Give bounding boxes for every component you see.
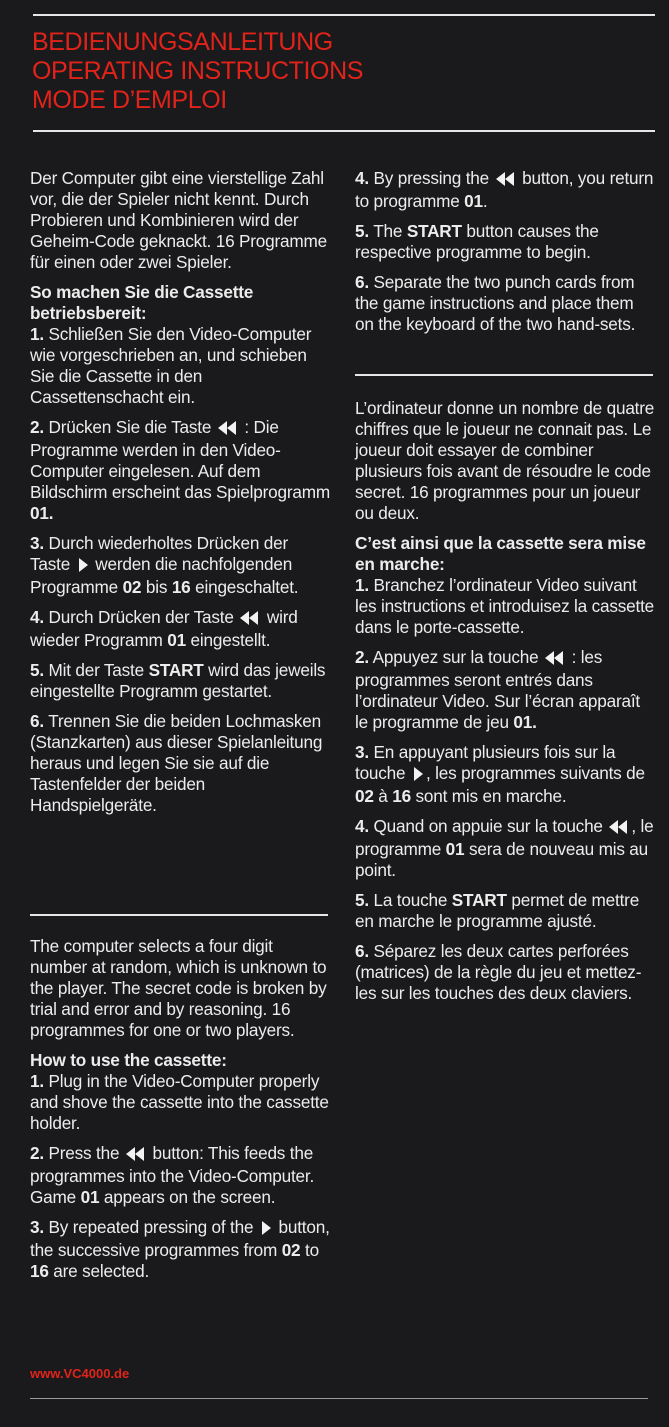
forward-arrow-icon (77, 556, 89, 577)
top-rule (33, 14, 655, 16)
document-title (32, 28, 363, 115)
source-url: www.VC4000.de (30, 1366, 130, 1381)
german-english-rule (30, 914, 328, 916)
english-step-6: 6. Separate the two punch cards from the game instructions and place them on the keyboard of the two hand-sets. (355, 272, 636, 334)
rewind-double-arrow-icon (218, 419, 238, 440)
title-rule (33, 130, 655, 132)
french-step-3: 3. En appuyant plusieurs fois sur la touche , les programmes suivants de 02 à 16 sont mis en marche. (355, 742, 645, 806)
german-step-4: 4. Durch Drücken der Taste wird wieder Programm 01 eingestellt. (30, 607, 298, 650)
english-step-2: 2. Press the button: This feeds the programmes into the Video-Computer. Game 01 appears on the screen. (30, 1143, 315, 1207)
french-instructions (355, 398, 657, 1013)
english-instructions-continued (355, 168, 655, 344)
french-step-1: 1. Branchez l’ordinateur Video suivant les instructions et introduisez la cassette dans le porte-cassette. (355, 575, 655, 637)
german-step-5: 5. Mit der Taste START wird das jeweils eingestellte Programm gestartet. (30, 660, 326, 701)
german-intro: Der Computer gibt eine vierstellige Zahl vor, die der Spieler nicht kennt. Durch Probieren und Kombinieren wird der Geheim-Code geknackt. 16 Programme für einen oder zwei Spieler. (30, 168, 327, 272)
french-step-5: 5. La touche START permet de mettre en marche le programme ajusté. (355, 890, 640, 931)
german-step-1: 1. Schließen Sie den Video-Computer wie vorgeschrieben an, und schieben Sie die Cassette in den Cassettenschacht ein. (30, 324, 312, 407)
english-intro: The computer selects a four digit number at random, which is unknown to the player. The secret code is broken by trial and error and by reasoning. 16 programmes for one or two players. (30, 936, 327, 1040)
forward-arrow-icon (260, 1219, 272, 1240)
german-step-2: 2. Drücken Sie die Taste : Die Programme werden in den Video-Computer eingelesen. Auf dem Bildschirm erscheint das Spielprogramm 01. (30, 417, 330, 523)
english-french-rule (355, 374, 653, 376)
rewind-double-arrow-icon (496, 170, 516, 191)
rewind-double-arrow-icon (545, 649, 565, 670)
german-step-3: 3. Durch wiederholtes Drücken der Taste werden die nachfolgenden Programme 02 bis 16 eingeschaltet. (30, 533, 299, 597)
german-step-6: 6. Trennen Sie die beiden Lochmasken (Stanzkarten) aus dieser Spielanleitung heraus und legen Sie sie auf die Tastenfelder der beiden Handspielgeräte. (30, 711, 323, 815)
rewind-double-arrow-icon (126, 1145, 146, 1166)
german-instructions (30, 168, 330, 825)
forward-arrow-icon (412, 765, 424, 786)
english-step-3: 3. By repeated pressing of the button, the successive programmes from 02 to 16 are selected. (30, 1217, 330, 1281)
german-heading: So machen Sie die Cassette betriebsbereit: (30, 282, 254, 323)
rewind-double-arrow-icon (240, 609, 260, 630)
english-step-1: 1. Plug in the Video-Computer properly and shove the cassette into the cassette holder. (30, 1071, 329, 1133)
french-step-4: 4. Quand on appuie sur la touche , le programme 01 sera de nouveau mis au point. (355, 816, 654, 880)
title-german: BEDIENUNGSANLEITUNG (32, 28, 333, 56)
bottom-rule (30, 1398, 648, 1399)
title-english: OPERATING INSTRUCTIONS (32, 57, 364, 85)
french-step-6: 6. Séparez les deux cartes perforées (matrices) de la règle du jeu et mettez-les sur les touches des deux claviers. (355, 941, 642, 1003)
english-heading: How to use the cassette: (30, 1050, 227, 1070)
english-instructions (30, 936, 330, 1291)
french-step-2: 2. Appuyez sur la touche : les programmes seront entrés dans l’ordinateur Video. Sur l’écran apparaît le programme de jeu 01. (355, 647, 641, 732)
english-step-4: 4. By pressing the button, you return to programme 01. (355, 168, 654, 211)
rewind-double-arrow-icon (609, 818, 629, 839)
french-intro: L’ordinateur donne un nombre de quatre chiffres que le joueur ne connait pas. Le joueur doit essayer de combiner plusieurs fois avant de résoudre le code secret. 16 programmes pour un joueur ou deux. (355, 398, 655, 523)
title-french: MODE D’EMPLOI (32, 86, 227, 114)
french-heading: C’est ainsi que la cassette sera mise en marche: (355, 533, 646, 574)
english-step-5: 5. The START button causes the respective programme to begin. (355, 221, 599, 262)
